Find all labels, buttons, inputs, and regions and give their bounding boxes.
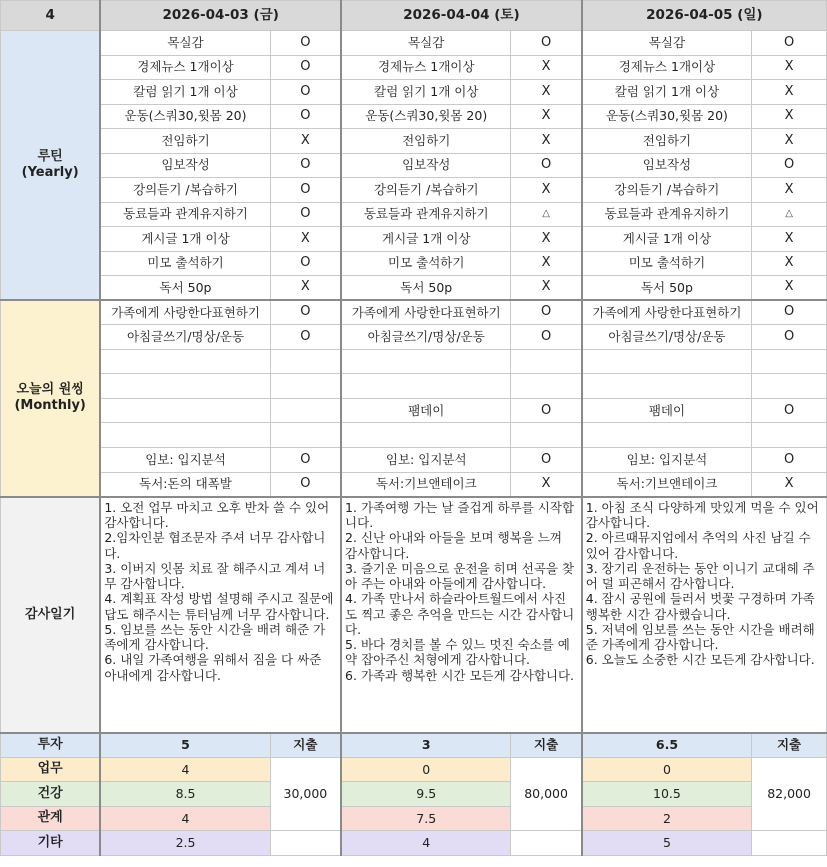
- monthly-mark[interactable]: O: [511, 398, 582, 423]
- routine-item[interactable]: 칼럼 읽기 1개 이상: [100, 80, 270, 105]
- routine-mark[interactable]: X: [752, 55, 827, 80]
- routine-mark[interactable]: X: [511, 178, 582, 203]
- gratitude-entry-1[interactable]: [341, 497, 582, 733]
- etc-value[interactable]: 4: [341, 831, 511, 856]
- routine-item[interactable]: 강의듣기 /복습하기: [582, 178, 752, 203]
- expense-blank[interactable]: [511, 831, 582, 856]
- monthly-mark[interactable]: [270, 349, 341, 374]
- gratitude-line: 1. 오전 업무 마치고 오후 반차 쓸 수 있어 감사합니다.: [104, 499, 330, 530]
- monthly-row: [1, 325, 827, 350]
- routine-section-label: [1, 31, 101, 301]
- monthly-item[interactable]: [582, 423, 752, 448]
- routine-item[interactable]: 전임하기: [341, 129, 511, 154]
- routine-mark[interactable]: △: [752, 202, 827, 227]
- monthly-mark[interactable]: O: [511, 325, 582, 350]
- monthly-item[interactable]: [100, 349, 270, 374]
- health-value[interactable]: 10.5: [582, 782, 752, 807]
- routine-mark[interactable]: X: [270, 129, 341, 154]
- routine-item[interactable]: 동료들과 관계유지하기: [341, 202, 511, 227]
- health-row: [1, 782, 827, 807]
- monthly-mark[interactable]: O: [270, 472, 341, 497]
- monthly-item[interactable]: 팸데이: [341, 398, 511, 423]
- monthly-item[interactable]: 아침글쓰기/명상/운동: [582, 325, 752, 350]
- routine-row: [1, 276, 827, 301]
- gratitude-line: 6. 오늘도 소중한 시간 모든게 감사합니다.: [585, 652, 815, 668]
- monthly-row: [1, 374, 827, 399]
- routine-mark[interactable]: X: [511, 276, 582, 301]
- monthly-row: [1, 349, 827, 374]
- routine-item[interactable]: 경제뉴스 1개이상: [582, 55, 752, 80]
- monthly-title: 오늘의 원씽: [16, 382, 84, 398]
- expense-blank[interactable]: [270, 831, 341, 856]
- routine-item[interactable]: 게시글 1개 이상: [341, 227, 511, 252]
- routine-item[interactable]: 동료들과 관계유지하기: [582, 202, 752, 227]
- monthly-item[interactable]: [582, 374, 752, 399]
- monthly-section-label: [1, 300, 101, 497]
- monthly-mark[interactable]: O: [752, 448, 827, 473]
- routine-item[interactable]: 전임하기: [582, 129, 752, 154]
- routine-item[interactable]: 독서 50p: [582, 276, 752, 301]
- gratitude-line: 5. 저녁에 임보를 쓰는 동안 시간을 배려해준 가족에게 감사합니다.: [585, 621, 815, 652]
- monthly-mark[interactable]: [752, 423, 827, 448]
- monthly-mark[interactable]: X: [752, 472, 827, 497]
- routine-subtitle: (Yearly): [21, 165, 79, 180]
- etc-label: 기타: [1, 831, 101, 856]
- expense-label: 지출: [752, 733, 827, 758]
- routine-mark[interactable]: O: [270, 104, 341, 129]
- routine-mark[interactable]: X: [511, 55, 582, 80]
- routine-item[interactable]: 미모 출석하기: [100, 251, 270, 276]
- routine-mark[interactable]: X: [752, 227, 827, 252]
- routine-mark[interactable]: X: [752, 276, 827, 301]
- gratitude-line: 2.임차인분 협조문자 주셔 너무 감사합니다.: [104, 530, 326, 561]
- routine-row: [1, 80, 827, 105]
- header-row: [1, 1, 827, 31]
- gratitude-line: 4. 가족 만나서 하슬라아트월드에서 사진도 찍고 좋은 추억을 만드는 시간 감사합니다.: [345, 591, 575, 637]
- gratitude-line: 5. 임보를 쓰는 동안 시간을 배려 해준 가족에게 감사합니다.: [104, 621, 326, 652]
- routine-item[interactable]: 미모 출석하기: [341, 251, 511, 276]
- routine-mark[interactable]: X: [752, 104, 827, 129]
- monthly-mark[interactable]: [270, 398, 341, 423]
- routine-item[interactable]: 운동(스쿼30,윗몸 20): [582, 104, 752, 129]
- routine-row: [1, 251, 827, 276]
- routine-mark[interactable]: X: [511, 80, 582, 105]
- routine-mark[interactable]: O: [270, 202, 341, 227]
- monthly-item[interactable]: 팸데이: [582, 398, 752, 423]
- routine-item[interactable]: 전임하기: [100, 129, 270, 154]
- relation-value[interactable]: 4: [100, 806, 270, 831]
- routine-item[interactable]: 운동(스쿼30,윗몸 20): [100, 104, 270, 129]
- monthly-mark[interactable]: O: [752, 325, 827, 350]
- health-value[interactable]: 9.5: [341, 782, 511, 807]
- relation-row: [1, 806, 827, 831]
- monthly-mark[interactable]: O: [270, 448, 341, 473]
- etc-value[interactable]: 5: [582, 831, 752, 856]
- gratitude-line: 4. 잠시 공원에 들러서 벗꽃 구경하며 가족 행복한 시간 감사했습니다.: [585, 591, 815, 622]
- routine-mark[interactable]: X: [511, 227, 582, 252]
- routine-row: [1, 153, 827, 178]
- relation-value[interactable]: 7.5: [341, 806, 511, 831]
- relation-value[interactable]: 2: [582, 806, 752, 831]
- routine-mark[interactable]: X: [511, 104, 582, 129]
- routine-mark[interactable]: X: [270, 276, 341, 301]
- investment-label: 투자: [1, 733, 101, 758]
- routine-item[interactable]: 목실감: [100, 31, 270, 56]
- routine-mark[interactable]: O: [752, 31, 827, 56]
- gratitude-line: 2. 신난 아내와 아들을 보며 행복을 느껴 감사합니다.: [345, 530, 562, 561]
- monthly-mark[interactable]: [752, 374, 827, 399]
- etc-value[interactable]: 2.5: [100, 831, 270, 856]
- monthly-row: [1, 472, 827, 497]
- routine-mark[interactable]: X: [511, 129, 582, 154]
- routine-mark[interactable]: O: [270, 31, 341, 56]
- routine-item[interactable]: 게시글 1개 이상: [100, 227, 270, 252]
- expense-amount[interactable]: 30,000: [270, 757, 341, 831]
- routine-row: [1, 178, 827, 203]
- routine-mark[interactable]: X: [511, 251, 582, 276]
- gratitude-entry-0[interactable]: [100, 497, 341, 733]
- expense-amount[interactable]: 82,000: [752, 757, 827, 831]
- work-value[interactable]: 0: [341, 757, 511, 782]
- routine-mark[interactable]: O: [270, 55, 341, 80]
- routine-mark[interactable]: X: [752, 251, 827, 276]
- routine-row: [1, 129, 827, 154]
- monthly-item[interactable]: 가족에게 사랑한다표현하기: [341, 300, 511, 325]
- gratitude-line: 3. 이버지 잇몸 치료 잘 해주시고 계셔 너무 감사합니다.: [104, 560, 326, 591]
- routine-row: [1, 202, 827, 227]
- monthly-item[interactable]: 아침글쓰기/명상/운동: [341, 325, 511, 350]
- monthly-item[interactable]: [341, 374, 511, 399]
- investment-value[interactable]: 3: [341, 733, 511, 758]
- gratitude-label: 감사일기: [1, 497, 101, 733]
- routine-row: [1, 31, 827, 56]
- routine-item[interactable]: 임보작성: [582, 153, 752, 178]
- work-value[interactable]: 4: [100, 757, 270, 782]
- routine-item[interactable]: 칼럼 읽기 1개 이상: [341, 80, 511, 105]
- monthly-mark[interactable]: [511, 423, 582, 448]
- routine-item[interactable]: 독서 50p: [100, 276, 270, 301]
- monthly-row: [1, 300, 827, 325]
- monthly-mark[interactable]: [511, 374, 582, 399]
- work-value[interactable]: 0: [582, 757, 752, 782]
- routine-item[interactable]: 강의듣기 /복습하기: [341, 178, 511, 203]
- routine-item[interactable]: 임보작성: [341, 153, 511, 178]
- routine-mark[interactable]: O: [270, 80, 341, 105]
- gratitude-line: 3. 즐기운 미음으로 운전을 히며 선곡을 찾아 주는 아내와 아들에게 감사합니다.: [345, 560, 575, 591]
- monthly-mark[interactable]: [270, 374, 341, 399]
- monthly-item[interactable]: [100, 374, 270, 399]
- monthly-mark[interactable]: [270, 423, 341, 448]
- routine-row: [1, 55, 827, 80]
- monthly-mark[interactable]: X: [511, 472, 582, 497]
- routine-mark[interactable]: O: [752, 153, 827, 178]
- health-label: 건강: [1, 782, 101, 807]
- routine-mark[interactable]: O: [270, 178, 341, 203]
- routine-title: 루틴: [37, 148, 63, 164]
- gratitude-line: 5. 바다 경치를 볼 수 있느 멋진 숙소를 예약 잡아주신 처형에게 감사합니다.: [345, 637, 570, 668]
- routine-item[interactable]: 칼럼 읽기 1개 이상: [582, 80, 752, 105]
- routine-row: [1, 227, 827, 252]
- monthly-mark[interactable]: [511, 349, 582, 374]
- routine-item[interactable]: 게시글 1개 이상: [582, 227, 752, 252]
- expense-label: 지출: [511, 733, 582, 758]
- monthly-item[interactable]: 임보: 입지분석: [100, 448, 270, 473]
- health-value[interactable]: 8.5: [100, 782, 270, 807]
- gratitude-line: 6. 내일 가족여행을 위해서 짐을 다 싸준 아내에게 감사합니다.: [104, 652, 322, 683]
- monthly-mark[interactable]: O: [752, 398, 827, 423]
- monthly-subtitle: (Monthly): [14, 398, 86, 414]
- routine-mark[interactable]: X: [752, 178, 827, 203]
- routine-mark[interactable]: X: [752, 80, 827, 105]
- routine-mark[interactable]: O: [511, 31, 582, 56]
- monthly-row: [1, 448, 827, 473]
- gratitude-line: 1. 아침 조식 다양하게 맛있게 먹을 수 있어 감사합니다.: [585, 499, 819, 530]
- routine-item[interactable]: 강의듣기 /복습하기: [100, 178, 270, 203]
- routine-mark[interactable]: O: [511, 153, 582, 178]
- investment-row: [1, 733, 827, 758]
- routine-item[interactable]: 임보작성: [100, 153, 270, 178]
- monthly-item[interactable]: [100, 423, 270, 448]
- monthly-row: [1, 423, 827, 448]
- routine-mark[interactable]: X: [752, 129, 827, 154]
- gratitude-line: 2. 아르때뮤지엄에서 추억의 사진 남길 수 있어 감사합니다.: [585, 530, 811, 561]
- expense-blank[interactable]: [752, 831, 827, 856]
- monthly-item[interactable]: 독서:기브앤테이크: [341, 472, 511, 497]
- monthly-item[interactable]: [341, 349, 511, 374]
- monthly-item[interactable]: 임보: 입지분석: [341, 448, 511, 473]
- gratitude-line: 4. 계획표 작성 방법 설명해 주시고 질문에 답도 해주시는 튜터님께 너무 감사합니다.: [104, 591, 334, 622]
- date-header-0[interactable]: 2026-04-03 (금): [100, 1, 341, 31]
- gratitude-line: 3. 장기리 운전하는 동안 이니기 교대헤 주어 덜 피곤해서 감사합니다.: [585, 560, 815, 591]
- gratitude-row: [1, 497, 827, 733]
- routine-item[interactable]: 목실감: [582, 31, 752, 56]
- date-header-2[interactable]: 2026-04-05 (일): [582, 1, 827, 31]
- monthly-mark[interactable]: [752, 349, 827, 374]
- monthly-item[interactable]: 독서:돈의 대폭발: [100, 472, 270, 497]
- expense-label: 지출: [270, 733, 341, 758]
- monthly-item[interactable]: 아침글쓰기/명상/운동: [100, 325, 270, 350]
- monthly-mark[interactable]: O: [270, 325, 341, 350]
- routine-item[interactable]: 미모 출석하기: [582, 251, 752, 276]
- routine-item[interactable]: 동료들과 관계유지하기: [100, 202, 270, 227]
- date-header-1[interactable]: 2026-04-04 (토): [341, 1, 582, 31]
- routine-item[interactable]: 독서 50p: [341, 276, 511, 301]
- relation-label: 관계: [1, 806, 101, 831]
- routine-mark[interactable]: X: [270, 227, 341, 252]
- monthly-item[interactable]: 가족에게 사랑한다표현하기: [582, 300, 752, 325]
- monthly-item[interactable]: [100, 398, 270, 423]
- gratitude-entry-2[interactable]: [582, 497, 827, 733]
- work-row: [1, 757, 827, 782]
- expense-amount[interactable]: 80,000: [511, 757, 582, 831]
- routine-item[interactable]: 경제뉴스 1개이상: [100, 55, 270, 80]
- monthly-item[interactable]: 임보: 입지분석: [582, 448, 752, 473]
- gratitude-line: 6. 가족과 행복한 시간 모든게 감사합니다.: [345, 667, 575, 683]
- monthly-mark[interactable]: O: [752, 300, 827, 325]
- monthly-item[interactable]: 독서:기브앤테이크: [582, 472, 752, 497]
- routine-item[interactable]: 경제뉴스 1개이상: [341, 55, 511, 80]
- investment-value[interactable]: 5: [100, 733, 270, 758]
- monthly-row: [1, 398, 827, 423]
- monthly-mark[interactable]: O: [511, 300, 582, 325]
- routine-item[interactable]: 운동(스쿼30,윗몸 20): [341, 104, 511, 129]
- monthly-item[interactable]: [341, 423, 511, 448]
- routine-mark[interactable]: O: [270, 251, 341, 276]
- routine-mark[interactable]: △: [511, 202, 582, 227]
- monthly-item[interactable]: 가족에게 사랑한다표현하기: [100, 300, 270, 325]
- gratitude-line: 1. 가족여행 가는 날 즐겁게 하루를 시작합니다.: [345, 499, 575, 530]
- monthly-mark[interactable]: O: [270, 300, 341, 325]
- monthly-item[interactable]: [582, 349, 752, 374]
- etc-row: [1, 831, 827, 856]
- routine-row: [1, 104, 827, 129]
- week-number[interactable]: 4: [1, 1, 101, 31]
- investment-value[interactable]: 6.5: [582, 733, 752, 758]
- routine-item[interactable]: 목실감: [341, 31, 511, 56]
- monthly-mark[interactable]: O: [511, 448, 582, 473]
- routine-mark[interactable]: O: [270, 153, 341, 178]
- work-label: 업무: [1, 757, 101, 782]
